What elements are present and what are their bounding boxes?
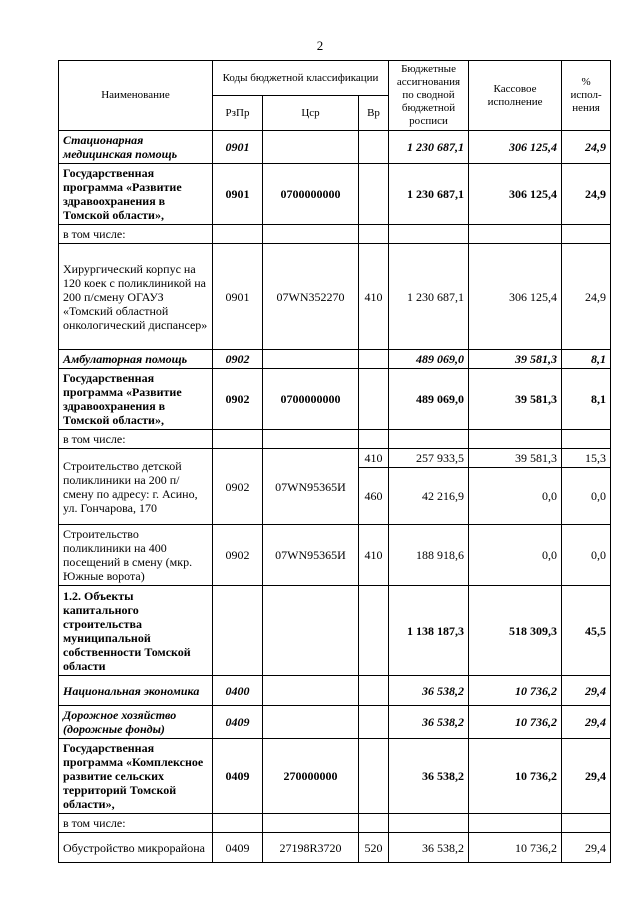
row-budget: 1 138 187,3 bbox=[389, 586, 469, 676]
row-pct: 0,0 bbox=[562, 468, 611, 525]
header-name: Наименование bbox=[59, 61, 213, 131]
row-csr bbox=[263, 706, 359, 739]
row-csr: 07WN95365И bbox=[263, 449, 359, 525]
budget-table bbox=[58, 60, 611, 863]
row-vr bbox=[359, 739, 389, 814]
table-row bbox=[59, 739, 611, 814]
row-vr bbox=[359, 706, 389, 739]
row-rzpr: 0409 bbox=[213, 706, 263, 739]
row-cash: 0,0 bbox=[469, 468, 562, 525]
row-rzpr: 0902 bbox=[213, 525, 263, 586]
row-name: Амбулаторная помощь bbox=[59, 350, 213, 369]
row-csr: 270000000 bbox=[263, 739, 359, 814]
row-cash: 39 581,3 bbox=[469, 369, 562, 430]
row-vr bbox=[359, 369, 389, 430]
row-vr bbox=[359, 350, 389, 369]
row-rzpr: 0409 bbox=[213, 739, 263, 814]
row-csr: 0700000000 bbox=[263, 369, 359, 430]
row-cash: 10 736,2 bbox=[469, 739, 562, 814]
table-row bbox=[59, 525, 611, 586]
row-vr bbox=[359, 586, 389, 676]
row-rzpr: 0901 bbox=[213, 164, 263, 225]
row-cash: 0,0 bbox=[469, 525, 562, 586]
row-vr: 410 bbox=[359, 449, 389, 468]
row-name: Строительство детской поликлиники на 200 п/смену по адресу: г. Асино, ул. Гончарова, 170 bbox=[59, 449, 213, 525]
row-name: Дорожное хозяйство (дорожные фонды) bbox=[59, 706, 213, 739]
row-rzpr: 0400 bbox=[213, 676, 263, 706]
row-pct: 8,1 bbox=[562, 350, 611, 369]
row-rzpr: 0901 bbox=[213, 131, 263, 164]
header-codes: Коды бюджетной классификации bbox=[213, 61, 389, 96]
row-vr bbox=[359, 676, 389, 706]
row-budget: 489 069,0 bbox=[389, 369, 469, 430]
row-pct: 24,9 bbox=[562, 244, 611, 350]
row-vr: 410 bbox=[359, 244, 389, 350]
table-row bbox=[59, 430, 611, 449]
row-name: Строительство поликлиники на 400 посещений в смену (мкр. Южные ворота) bbox=[59, 525, 213, 586]
row-vr: 410 bbox=[359, 525, 389, 586]
row-pct: 29,4 bbox=[562, 676, 611, 706]
row-rzpr: 0902 bbox=[213, 350, 263, 369]
row-budget: 1 230 687,1 bbox=[389, 131, 469, 164]
row-budget: 42 216,9 bbox=[389, 468, 469, 525]
row-csr bbox=[263, 676, 359, 706]
row-pct: 29,4 bbox=[562, 706, 611, 739]
row-name: 1.2. Объекты капитального строительства муниципальной собственности Томской области bbox=[59, 586, 213, 676]
row-csr bbox=[263, 350, 359, 369]
row-name: Государственная программа «Развитие здравоохранения в Томской области», bbox=[59, 164, 213, 225]
header-rzpr: РзПр bbox=[213, 96, 263, 131]
row-rzpr bbox=[213, 586, 263, 676]
header-budget: Бюджетные ассигнования по сводной бюджетной росписи bbox=[389, 61, 469, 131]
table-row bbox=[59, 706, 611, 739]
row-budget: 36 538,2 bbox=[389, 706, 469, 739]
row-budget: 1 230 687,1 bbox=[389, 244, 469, 350]
table-row bbox=[59, 676, 611, 706]
row-pct: 24,9 bbox=[562, 131, 611, 164]
row-pct: 24,9 bbox=[562, 164, 611, 225]
row-cash: 39 581,3 bbox=[469, 350, 562, 369]
row-name: Национальная экономика bbox=[59, 676, 213, 706]
row-csr bbox=[263, 586, 359, 676]
row-csr: 07WN352270 bbox=[263, 244, 359, 350]
row-rzpr: 0902 bbox=[213, 449, 263, 525]
row-cash: 39 581,3 bbox=[469, 449, 562, 468]
row-pct: 15,3 bbox=[562, 449, 611, 468]
table-row bbox=[59, 350, 611, 369]
row-rzpr: 0901 bbox=[213, 244, 263, 350]
row-name: Государственная программа «Развитие здравоохранения в Томской области», bbox=[59, 369, 213, 430]
row-name: Стационарная медицинская помощь bbox=[59, 131, 213, 164]
row-name: в том числе: bbox=[59, 430, 213, 449]
row-cash: 518 309,3 bbox=[469, 586, 562, 676]
row-pct: 29,4 bbox=[562, 833, 611, 863]
table-row bbox=[59, 244, 611, 350]
row-name: в том числе: bbox=[59, 225, 213, 244]
row-cash: 10 736,2 bbox=[469, 676, 562, 706]
row-pct: 45,5 bbox=[562, 586, 611, 676]
table-row bbox=[59, 586, 611, 676]
row-budget: 36 538,2 bbox=[389, 833, 469, 863]
table-row bbox=[59, 449, 611, 468]
row-csr: 27198R3720 bbox=[263, 833, 359, 863]
table-row bbox=[59, 225, 611, 244]
header-csr: Цср bbox=[263, 96, 359, 131]
row-rzpr: 0409 bbox=[213, 833, 263, 863]
row-cash: 10 736,2 bbox=[469, 706, 562, 739]
table-row bbox=[59, 833, 611, 863]
page-number: 2 bbox=[316, 38, 324, 53]
row-csr bbox=[263, 131, 359, 164]
row-budget: 188 918,6 bbox=[389, 525, 469, 586]
row-csr: 07WN95365И bbox=[263, 525, 359, 586]
row-rzpr: 0902 bbox=[213, 369, 263, 430]
table-row bbox=[59, 164, 611, 225]
row-vr bbox=[359, 131, 389, 164]
row-budget: 36 538,2 bbox=[389, 739, 469, 814]
row-name: Хирургический корпус на 120 коек с поликлиникой на 200 п/смену ОГАУЗ «Томский областной онкологический диспансер» bbox=[59, 244, 213, 350]
row-csr: 0700000000 bbox=[263, 164, 359, 225]
row-cash: 306 125,4 bbox=[469, 244, 562, 350]
row-cash: 306 125,4 bbox=[469, 164, 562, 225]
row-pct: 29,4 bbox=[562, 739, 611, 814]
row-vr bbox=[359, 164, 389, 225]
row-budget: 36 538,2 bbox=[389, 676, 469, 706]
row-vr: 460 bbox=[359, 468, 389, 525]
header-vr: Вр bbox=[359, 96, 389, 131]
row-budget: 257 933,5 bbox=[389, 449, 469, 468]
table-row bbox=[59, 369, 611, 430]
row-budget: 1 230 687,1 bbox=[389, 164, 469, 225]
row-cash: 10 736,2 bbox=[469, 833, 562, 863]
table-row bbox=[59, 814, 611, 833]
row-vr: 520 bbox=[359, 833, 389, 863]
row-name: Обустройство микрорайона bbox=[59, 833, 213, 863]
row-name: в том числе: bbox=[59, 814, 213, 833]
row-cash: 306 125,4 bbox=[469, 131, 562, 164]
table-row bbox=[59, 131, 611, 164]
header-cash: Кассовое исполнение bbox=[469, 61, 562, 131]
header-percent: % испол-нения bbox=[562, 61, 611, 131]
row-name: Государственная программа «Комплексное развитие сельских территорий Томской области», bbox=[59, 739, 213, 814]
row-pct: 0,0 bbox=[562, 525, 611, 586]
row-budget: 489 069,0 bbox=[389, 350, 469, 369]
row-pct: 8,1 bbox=[562, 369, 611, 430]
